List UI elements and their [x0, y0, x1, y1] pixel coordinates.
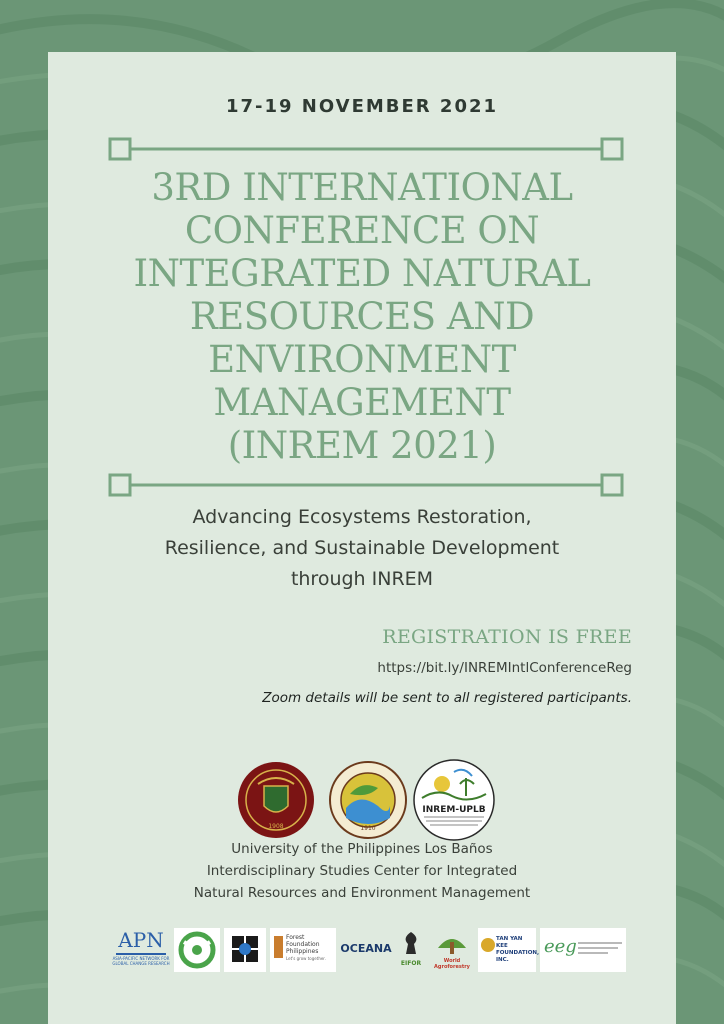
world-agroforestry-wordmark: World Agroforestry	[434, 958, 470, 970]
registration-heading: REGISTRATION IS FREE	[382, 626, 632, 648]
up-seal-year: 1908	[268, 823, 284, 830]
poster-card	[48, 52, 676, 1024]
organizer-line: University of the Philippines Los Baños	[231, 841, 493, 857]
tan-yan-kee-wordmark: TAN YAN KEE FOUNDATION, INC.	[496, 936, 540, 963]
theme-line: Resilience, and Sustainable Development	[164, 537, 560, 559]
partner-logos	[112, 928, 632, 972]
organizer-line: Interdisciplinary Studies Center for Integrated	[206, 863, 518, 879]
title-line: RESOURCES AND	[189, 295, 535, 338]
ffp-line1: Forest	[286, 934, 305, 941]
organizer-block	[88, 838, 636, 904]
inrem-logo-label: INREM-UPLB	[422, 805, 486, 815]
conference-theme	[88, 502, 636, 595]
theme-line: through INREM	[290, 568, 434, 590]
tan-yan-kee-logo	[478, 928, 540, 972]
forest-foundation-logo	[270, 928, 336, 972]
registration-link[interactable]: https://bit.ly/INREMIntlConferenceReg	[377, 660, 632, 676]
inrem-uplb-logo	[414, 760, 494, 840]
title-line: MANAGEMENT	[213, 381, 511, 424]
ffp-line3: Philippines	[286, 948, 319, 955]
apn-logo	[112, 928, 170, 972]
title-line: 3RD INTERNATIONAL	[151, 166, 573, 209]
world-agroforestry-logo	[430, 928, 474, 972]
title-top-rule	[108, 134, 624, 164]
oceana-logo	[340, 928, 392, 972]
oceana-wordmark: OCEANA	[340, 942, 392, 955]
eeg-wordmark: eeg	[544, 936, 577, 957]
host-logos	[238, 758, 498, 842]
agroforestry-tree-icon	[430, 928, 474, 954]
conference-title	[68, 166, 656, 467]
apn-caption: ASIA-PACIFIC NETWORK FOR GLOBAL CHANGE RESEARCH	[112, 956, 170, 966]
eeg-logo	[540, 928, 626, 972]
title-line: (INREM 2021)	[227, 424, 497, 467]
up-seal-logo	[238, 762, 314, 838]
title-bottom-rule	[108, 470, 624, 500]
theme-line: Advancing Ecosystems Restoration,	[192, 506, 532, 528]
eifor-wordmark: EIFOR	[400, 960, 422, 967]
eifor-logo	[394, 928, 428, 972]
title-line: INTEGRATED NATURAL	[133, 252, 591, 295]
title-line: CONFERENCE ON	[184, 209, 540, 252]
title-line: ENVIRONMENT	[208, 338, 516, 381]
apn-wordmark: APN	[118, 928, 164, 952]
cfnr-year: 1910	[360, 825, 376, 832]
zoom-note: Zoom details will be sent to all registered participants.	[262, 690, 632, 706]
ffp-line2: Foundation	[286, 941, 320, 948]
eifor-tree-icon	[394, 928, 428, 956]
recycle-style-logo	[174, 928, 220, 972]
cfnr-logo	[330, 762, 406, 838]
event-date: 17-19 NOVEMBER 2021	[225, 96, 499, 117]
ffp-tagline: Let's grow together.	[286, 956, 326, 961]
emblem-logo	[224, 928, 266, 972]
organizer-line: Natural Resources and Environment Management	[193, 885, 531, 901]
